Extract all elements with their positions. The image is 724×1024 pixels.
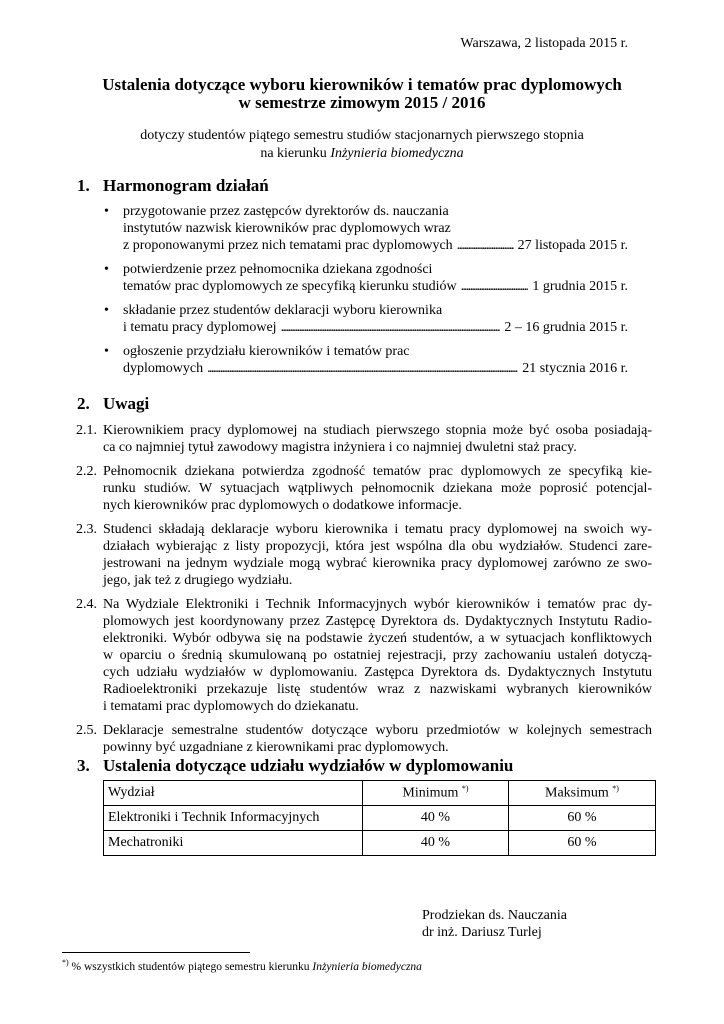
bullet-icon: • (104, 262, 109, 277)
cell-minimum: 40 % (363, 831, 509, 856)
item-text-line: instytutów nazwisk kierowników prac dyplomowych wraz (123, 221, 451, 236)
remark-paragraph (76, 422, 652, 456)
remark-text-line: Na Wydziale Elektroniki i Technik Informacyjnych wybór kierowników i tematów prac dy- (103, 597, 652, 612)
cell-maximum: 60 % (509, 806, 656, 831)
dot-leader (281, 319, 501, 336)
dot-leader (207, 360, 518, 377)
footnote-mark: *) (612, 784, 619, 794)
item-deadline: 1 grudnia 2015 r. (532, 279, 628, 294)
schedule-item (104, 261, 628, 295)
item-text-line: ogłoszenie przydziału kierowników i tematów prac (123, 344, 410, 359)
schedule-item (104, 343, 628, 377)
item-text-line: przygotowanie przez zastępców dyrektorów ds. nauczania (123, 204, 449, 219)
footnote-divider (62, 952, 250, 953)
remark-text-line: plomowych jest koordynowany przez Zastępcę Dyrektora ds. Dydaktycznych Instytutu Radio- (103, 614, 652, 629)
signature-block (422, 907, 567, 941)
document-date: Warszawa, 2 listopada 2015 r. (460, 36, 628, 51)
item-text-line: tematów prac dyplomowych ze specyfiką kierunku studiów (123, 279, 457, 294)
remark-text-line: Pełnomocnik dziekana potwierdza zgodność tematów prac dyplomowych ze specyfiką kie- (103, 464, 652, 479)
remark-text-line: elektroniki. Wybór odbywa się na podstawie życzeń studentów, a w sytuacjach konfliktowych (103, 631, 652, 646)
footnote-mark: *) (461, 784, 469, 794)
remark-number: 2.4. (76, 597, 97, 612)
item-deadline-line (123, 278, 628, 295)
table-row (104, 806, 656, 831)
bullet-icon: • (104, 204, 109, 219)
item-deadline-line (123, 319, 628, 336)
remark-text-line: powinny być uzgadniane z kierownikami prac dyplomowych. (103, 740, 449, 755)
subtitle-line-2 (0, 145, 724, 163)
footnote (62, 958, 422, 973)
header-label: Minimum (402, 785, 459, 801)
schedule-list (104, 203, 628, 384)
remark-paragraph (76, 722, 652, 756)
remark-text-line: nych kierowników prac dyplomowych o dodatkowe informacje. (103, 498, 462, 513)
subtitle-line-1: dotyczy studentów piątego semestru studiów stacjonarnych pierwszego stopnia (140, 128, 584, 143)
schedule-item (104, 302, 628, 336)
footnote-text: % wszystkich studentów piątego semestru kierunku (68, 960, 313, 973)
document-title (0, 76, 724, 112)
faculty-share-table (103, 780, 656, 856)
item-deadline-line (123, 237, 628, 254)
cell-faculty: Mechatroniki (104, 831, 363, 856)
dot-leader (457, 237, 514, 254)
section-title: Ustalenia dotyczące udziału wydziałów w dyplomowaniu (103, 756, 514, 775)
section-title: Uwagi (103, 394, 150, 413)
title-line-2: w semestrze zimowym 2015 / 2016 (238, 93, 486, 112)
remark-text-line: Radioelektroniki przekazuje listę studentów wraz z nazwiskami wybranych kierowników (103, 682, 652, 697)
item-deadline: 2 – 16 grudnia 2015 r. (504, 320, 628, 335)
header-maximum (509, 781, 656, 806)
cell-maximum: 60 % (509, 831, 656, 856)
remark-text-line: runku studiów. W sytuacjach wątpliwych pełnomocnik dziekana może poprosić potencjal- (103, 481, 652, 496)
remark-text-line: Deklaracje semestralne studentów dotyczące wyboru przedmiotów w kolejnych semestrach (103, 723, 652, 738)
bullet-icon: • (104, 303, 109, 318)
remark-text-line: w oparciu o średnią skumulowaną po ostatniej rejestracji, przy zachowaniu ustaleń dotyczą- (103, 648, 652, 663)
table-row (104, 831, 656, 856)
bullet-icon: • (104, 344, 109, 359)
remark-text-line: i tematami prac dyplomowych do dziekanatu. (103, 699, 359, 714)
cell-minimum: 40 % (363, 806, 509, 831)
item-text-line: dyplomowych (123, 361, 204, 376)
remark-text-line: jestrowani na jednym wydziale mogą wybrać kierownika pracy dyplomowej zarówno ze swo- (103, 556, 652, 571)
section-1-heading (77, 176, 269, 196)
cell-faculty: Elektroniki i Technik Informacyjnych (104, 806, 363, 831)
footnote-mark: *) (62, 958, 69, 967)
remark-text-line: Kierownikiem pracy dyplomowej na studiach pierwszego stopnia może być osoba posiadają- (103, 423, 652, 438)
footnote-field-of-study: Inżynieria biomedyczna (312, 960, 422, 973)
remark-text-line: jego, jak też z drugiego wydziału. (103, 573, 293, 588)
remark-number: 2.2. (76, 464, 97, 479)
remark-paragraph (76, 596, 652, 715)
remark-text-line: cych udziału wydziałów w dyplomowaniu. Zastępca Dyrektora ds. Dydaktycznych Instytutu (103, 665, 652, 680)
section-title: Harmonogram działań (103, 176, 269, 195)
item-text-line: potwierdzenie przez pełnomocnika dziekana zgodności (123, 262, 433, 277)
document-subtitle (0, 127, 724, 163)
remarks-list (76, 422, 652, 763)
remark-number: 2.1. (76, 423, 97, 438)
remark-text-line: działach wybierając z listy propozycji, która jest wspólna dla obu wydziałów. Studenci zare- (103, 539, 652, 554)
signatory-name: dr inż. Dariusz Turlej (422, 925, 542, 940)
item-deadline: 21 stycznia 2016 r. (522, 361, 628, 376)
header-label: Maksimum (545, 785, 609, 801)
item-deadline: 27 listopada 2015 r. (517, 238, 628, 253)
table-header-row (104, 781, 656, 806)
remark-paragraph (76, 521, 652, 589)
dot-leader (461, 278, 529, 295)
remark-number: 2.3. (76, 522, 97, 537)
title-line-1: Ustalenia dotyczące wyboru kierowników i tematów prac dyplomowych (102, 75, 622, 94)
remark-text-line: ca co najmniej tytuł zawodowy magistra inżyniera i co najmniej dwuletni staż pracy. (103, 440, 577, 455)
item-text-line: z proponowanymi przez nich tematami prac dyplomowych (123, 238, 453, 253)
section-number: 3. (77, 756, 90, 775)
item-deadline-line (123, 360, 628, 377)
section-3-heading (77, 756, 513, 776)
header-faculty: Wydział (104, 781, 363, 806)
item-text-line: i tematu pracy dyplomowej (123, 320, 277, 335)
remark-text-line: Studenci składają deklaracje wyboru kierownika i tematu pracy dyplomowej na swoich wy- (103, 522, 652, 537)
item-text-line: składanie przez studentów deklaracji wyboru kierownika (123, 303, 443, 318)
subtitle-prefix: na kierunku (260, 146, 331, 161)
section-number: 1. (77, 176, 90, 195)
remark-paragraph (76, 463, 652, 514)
schedule-item (104, 203, 628, 254)
subtitle-field-of-study: Inżynieria biomedyczna (330, 146, 464, 161)
remark-number: 2.5. (76, 723, 97, 738)
signatory-title: Prodziekan ds. Nauczania (422, 908, 567, 923)
section-number: 2. (77, 394, 90, 413)
section-2-heading (77, 394, 149, 414)
header-minimum (363, 781, 509, 806)
